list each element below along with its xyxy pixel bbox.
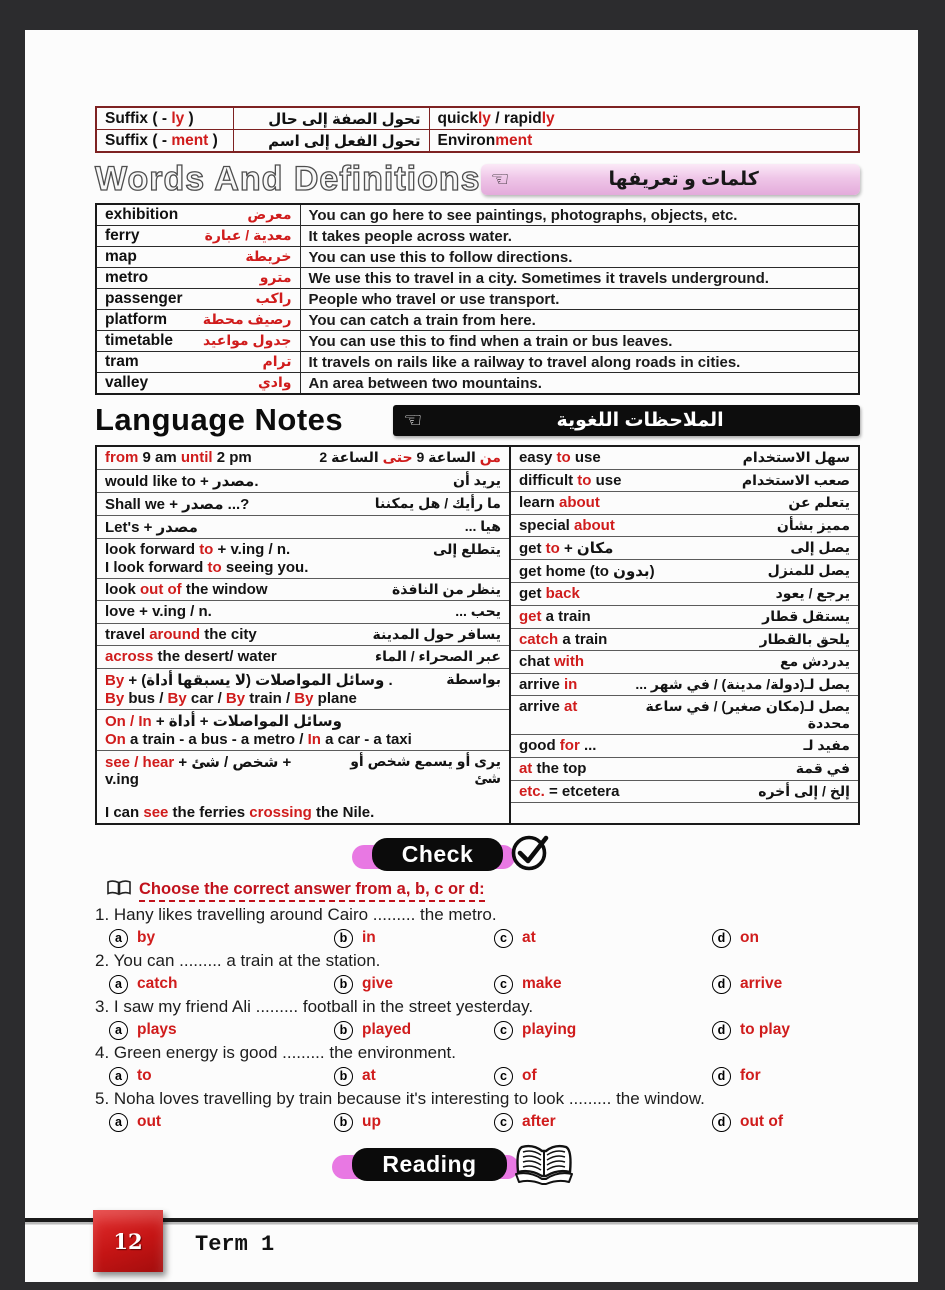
note-english: across the desert/ water [105,648,277,666]
exercise-title: Choose the correct answer from a, b, c or d: [139,880,485,902]
option-letter: b [334,975,353,994]
note-row [97,601,509,624]
note-english: good for ... [518,737,597,755]
note-english: love + v.ing / n. [105,603,212,621]
note-english: By bus / By car / By train / By plane [105,689,357,707]
vocab-word-cell [96,226,300,247]
option-letter: a [109,929,128,948]
note-english: look forward to + v.ing / n. [105,540,291,558]
note-english: from 9 am until 2 pm [105,449,252,466]
page-number: 12 [113,1228,143,1254]
vocab-arabic: رصيف محطة [202,311,292,327]
answer-option-d[interactable] [712,1021,860,1040]
option-text: at [522,929,536,947]
option-letter: c [494,1113,513,1132]
suffix-table-body [96,107,859,152]
note-english: arrive in [518,675,578,693]
option-text: in [362,929,376,947]
vocab-definition: You can go here to see paintings, photographs, objects, etc. [300,204,859,226]
vocab-word-cell [96,352,300,373]
note-row [97,447,509,470]
page-footer [25,1208,918,1282]
check-row [81,831,846,878]
note-english: etc. = etcetera [518,782,620,800]
language-section-header [95,402,860,438]
vocab-word: timetable [105,332,174,349]
option-text: of [522,1067,537,1085]
option-text: up [362,1113,381,1131]
note-line [519,676,850,693]
answer-option-b[interactable] [334,975,494,994]
suffix-row [96,107,859,130]
note-line [105,495,501,513]
notes-left-column [97,447,511,823]
answer-option-c[interactable] [494,1113,712,1132]
note-line [519,608,850,625]
note-english: travel around the city [105,625,257,643]
note-row [511,537,858,560]
option-text: to play [740,1021,790,1039]
option-letter: b [334,1021,353,1040]
note-line [519,449,850,466]
vocab-row [96,331,859,352]
vocab-arabic: وادي [257,374,292,390]
note-english: catch a train [518,630,608,648]
note-line [105,472,501,490]
note-row [511,629,858,652]
answer-option-b[interactable] [334,1113,494,1132]
vocab-word: valley [105,374,149,391]
vocab-word-pair [105,374,292,392]
question-options [95,1113,860,1132]
vocab-arabic: معدية / عبارة [204,227,292,243]
note-row [511,447,858,470]
note-line [519,783,850,800]
option-text: to [137,1067,152,1085]
note-english: at the top [518,759,587,777]
option-letter: d [712,1021,731,1040]
note-row [97,470,509,493]
suffix-example: Environment [429,130,859,153]
option-text: for [740,1067,761,1085]
note-line [105,671,501,689]
vocab-word-pair [105,269,292,287]
open-book-icon [107,880,131,901]
option-text: out of [740,1113,784,1131]
vocab-definition: We use this to travel in a city. Sometimes it travels underground. [300,268,859,289]
note-arabic: يصل لـ(مكان صغير) / في ساعة محددة [645,698,850,732]
option-letter: a [109,1113,128,1132]
note-arabic: ما رأيك / هل يمكننا [374,494,501,511]
suffix-example: quickly / rapidly [429,107,859,130]
check-button[interactable]: Check [372,838,504,871]
vocab-word: ferry [105,227,140,244]
language-section-title: Language Notes [95,402,344,437]
note-english: difficult to use [518,471,622,489]
vocab-word: platform [105,311,167,328]
answer-option-a[interactable] [109,1067,334,1086]
vocab-word-cell [96,247,300,268]
note-row [511,674,858,697]
vocab-row [96,226,859,247]
vocab-definition: People who travel or use transport. [300,289,859,310]
note-arabic: سهل الاستخدام [742,449,850,465]
note-row [97,710,509,751]
answer-option-c[interactable] [494,1021,712,1040]
reading-row [81,1138,846,1191]
note-line [105,712,501,730]
question-options [95,1067,860,1086]
option-text: plays [137,1021,177,1039]
note-arabic: مفيد لـ [803,737,850,754]
vocab-row [96,289,859,310]
note-line [105,449,501,466]
note-arabic: يتعلم عن [788,494,850,511]
note-row [97,579,509,602]
option-letter: d [712,1113,731,1132]
page-content [25,30,918,1191]
answer-option-a[interactable] [109,1021,334,1040]
note-row [97,669,509,710]
question-stem: 1. Hany likes travelling around Cairo ......... the metro. [95,904,497,924]
note-line [105,518,501,536]
option-letter: c [494,1067,513,1086]
note-row [511,515,858,538]
note-row [511,651,858,674]
note-english: I can see the ferries crossing the Nile. [105,803,375,821]
option-text: playing [522,1021,577,1039]
check-circle-icon [509,831,555,878]
language-notes-table [95,445,860,825]
answer-option-b[interactable] [334,929,494,948]
reading-button[interactable]: Reading [352,1148,506,1181]
option-letter: b [334,1067,353,1086]
vocab-arabic: راكب [255,290,292,306]
note-arabic: يستقل قطار [762,607,850,624]
answer-option-d[interactable] [712,929,860,948]
note-english: learn about [518,494,600,512]
note-english: get to + مكان [518,540,614,558]
note-line [105,626,501,643]
note-row [97,646,509,669]
note-row [511,696,858,735]
note-arabic: يتطلع إلى [432,540,501,557]
vocab-definition: An area between two mountains. [300,373,859,395]
note-row [511,758,858,781]
vocab-definition: It travels on rails like a railway to travel along roads in cities. [300,352,859,373]
answer-option-a[interactable] [109,1113,334,1132]
note-row [511,606,858,629]
note-line [105,581,501,598]
questions-block [95,905,860,1132]
note-line [519,562,850,580]
option-text: after [522,1113,556,1131]
note-line [519,631,850,648]
option-text: on [740,929,759,947]
answer-option-c[interactable] [494,975,712,994]
pointing-hand-icon: ☜ [403,408,423,432]
note-line [519,494,850,511]
vocab-row [96,373,859,395]
option-text: give [362,975,394,993]
note-row [97,624,509,647]
vocab-definition: It takes people across water. [300,226,859,247]
option-letter: b [334,929,353,948]
note-arabic: مميز بشأن [776,516,850,533]
vocab-row [96,310,859,331]
note-line [519,653,850,670]
note-line [519,585,850,602]
option-letter: a [109,1021,128,1040]
option-letter: d [712,1067,731,1086]
vocab-word-cell [96,204,300,226]
note-line [519,517,850,534]
note-english: special about [518,516,615,534]
note-row [97,539,509,579]
option-text: at [362,1067,376,1085]
note-row [511,492,858,515]
note-english: Shall we + مصدر ...? [105,495,250,513]
vocabulary-table [95,203,860,395]
note-english: would like to + مصدر. [105,472,259,490]
question-options [95,1021,860,1040]
vocab-word-pair [105,332,292,350]
option-letter: d [712,975,731,994]
vocab-row [96,204,859,226]
note-arabic: يحب ... [455,603,501,620]
note-row [511,470,858,493]
vocab-definition: You can use this to find when a train or bus leaves. [300,331,859,352]
vocab-word-pair [105,290,292,308]
option-text: by [137,929,156,947]
option-letter: c [494,929,513,948]
answer-option-d[interactable] [712,1067,860,1086]
note-english: By + وسائل المواصلات (لا يسبقها أداة) . [105,671,393,689]
exercise-header [107,880,860,902]
note-row [97,493,509,516]
language-banner-arabic: الملاحظات اللغوية [556,409,724,431]
vocab-row [96,352,859,373]
note-arabic: بواسطة [446,670,501,687]
option-letter: b [334,1113,353,1132]
vocab-definition: You can catch a train from here. [300,310,859,331]
question-stem: 3. I saw my friend Ali ......... football in the street yesterday. [95,996,534,1016]
suffix-label: Suffix ( - ly ) [96,107,233,130]
note-arabic: يرى أو يسمع شخص أو شئ [350,752,501,786]
note-arabic: صعب الاستخدام [741,471,850,488]
note-line [105,648,501,665]
option-text: make [522,975,562,993]
vocab-word: passenger [105,290,183,307]
note-line [105,603,501,620]
note-line [519,472,850,489]
note-line [519,698,850,732]
option-text: catch [137,975,178,993]
note-row [97,751,509,823]
suffix-label: Suffix ( - ment ) [96,130,233,153]
vocab-word-cell [96,289,300,310]
note-english: On / In + وسائل المواصلات + أداة [105,712,342,730]
vocab-table-body [96,204,859,394]
note-line [105,753,501,788]
note-english: see / hear + شخص / شئ + v.ing [105,753,292,788]
answer-option-b[interactable] [334,1021,494,1040]
note-line [519,539,850,557]
question-stem: 5. Noha loves travelling by train because it's interesting to look ......... the window. [95,1088,705,1108]
reading-book-icon [513,1138,575,1191]
note-arabic: يصل إلى [790,539,850,556]
vocab-word: tram [105,353,139,370]
option-text: out [137,1113,162,1131]
vocab-arabic: مترو [259,269,292,285]
words-section-header [95,160,860,199]
question-options [95,975,860,994]
vocab-word-cell [96,331,300,352]
suffix-row [96,130,859,153]
vocab-word: metro [105,269,149,286]
option-text: played [362,1021,412,1039]
note-english: Let's + مصدر [105,518,198,536]
note-english: look out of the window [105,580,268,598]
words-banner-arabic: كلمات و تعريفها [608,169,759,190]
note-english: I look forward to seeing you. [105,558,309,576]
note-row [511,583,858,606]
option-text: arrive [740,975,783,993]
note-arabic: يصل لـ(دولة/ مدينة) / في شهر ... [635,675,850,692]
vocab-word-pair [105,227,292,245]
answer-option-c[interactable] [494,929,712,948]
note-arabic: يريد أن [453,471,501,488]
vocab-word: map [105,248,137,265]
note-row [511,781,858,804]
note-english: get home (to بدون) [518,563,655,581]
note-arabic: ينظر من النافذة [392,580,501,597]
worksheet-page [25,30,918,1282]
language-section-banner [393,405,860,436]
note-line [519,737,850,754]
page-number-badge [93,1210,163,1272]
answer-option-d[interactable] [712,1113,860,1132]
words-section-banner [481,164,860,195]
note-row [511,560,858,583]
option-letter: a [109,1067,128,1086]
answer-option-a[interactable] [109,929,334,948]
note-arabic: إلخ / إلى أخره [758,782,850,799]
vocab-word-pair [105,311,292,329]
note-arabic: من الساعة 9 حتى الساعة 2 [319,449,501,465]
vocab-arabic: خريطة [245,248,292,264]
note-arabic: يلحق بالقطار [759,630,850,647]
pointing-hand-icon: ☜ [490,168,510,191]
suffix-arabic: تحول الصفة إلى حال [233,107,429,130]
vocab-row [96,268,859,289]
note-english: arrive at [518,698,578,716]
question-options [95,929,860,948]
option-letter: c [494,975,513,994]
vocab-arabic: جدول مواعيد [202,332,292,348]
question-stem: 4. Green energy is good ......... the environment. [95,1042,456,1062]
option-letter: c [494,1021,513,1040]
note-row [97,516,509,539]
note-line [105,541,501,558]
vocab-definition: You can use this to follow directions. [300,247,859,268]
note-arabic: هيا ... [464,517,501,534]
term-label: Term 1 [195,1232,275,1257]
note-arabic: يرجع / يعود [775,585,850,602]
suffix-table [95,106,860,153]
note-english: chat with [518,653,584,671]
note-english: get a train [518,607,591,625]
answer-option-c[interactable] [494,1067,712,1086]
note-line [519,760,850,777]
note-row [511,735,858,758]
vocab-word-pair [105,206,292,224]
note-arabic: عبر الصحراء / الماء [374,648,501,665]
words-section-title: Words And Definitions [95,160,481,198]
suffix-arabic: تحول الفعل إلى اسم [233,130,429,153]
vocab-word-pair [105,248,292,266]
vocab-row [96,247,859,268]
note-arabic: يصل للمنزل [767,562,850,579]
vocab-arabic: معرض [247,206,292,222]
option-letter: a [109,975,128,994]
answer-option-a[interactable] [109,975,334,994]
vocab-word-cell [96,373,300,395]
answer-option-b[interactable] [334,1067,494,1086]
option-letter: d [712,929,731,948]
note-english: easy to use [518,449,601,466]
vocab-arabic: ترام [262,353,292,369]
note-arabic: يسافر حول المدينة [372,625,501,642]
vocab-word-cell [96,310,300,331]
vocab-word: exhibition [105,206,179,223]
note-english: On a train - a bus - a metro / In a car - a taxi [105,730,412,748]
note-arabic: في قمة [795,759,850,776]
notes-right-column [511,447,858,823]
note-english: get back [518,585,580,603]
vocab-word-pair [105,353,292,371]
note-arabic: يدردش مع [779,653,850,670]
vocab-word-cell [96,268,300,289]
answer-option-d[interactable] [712,975,860,994]
question-stem: 2. You can ......... a train at the station. [95,950,381,970]
